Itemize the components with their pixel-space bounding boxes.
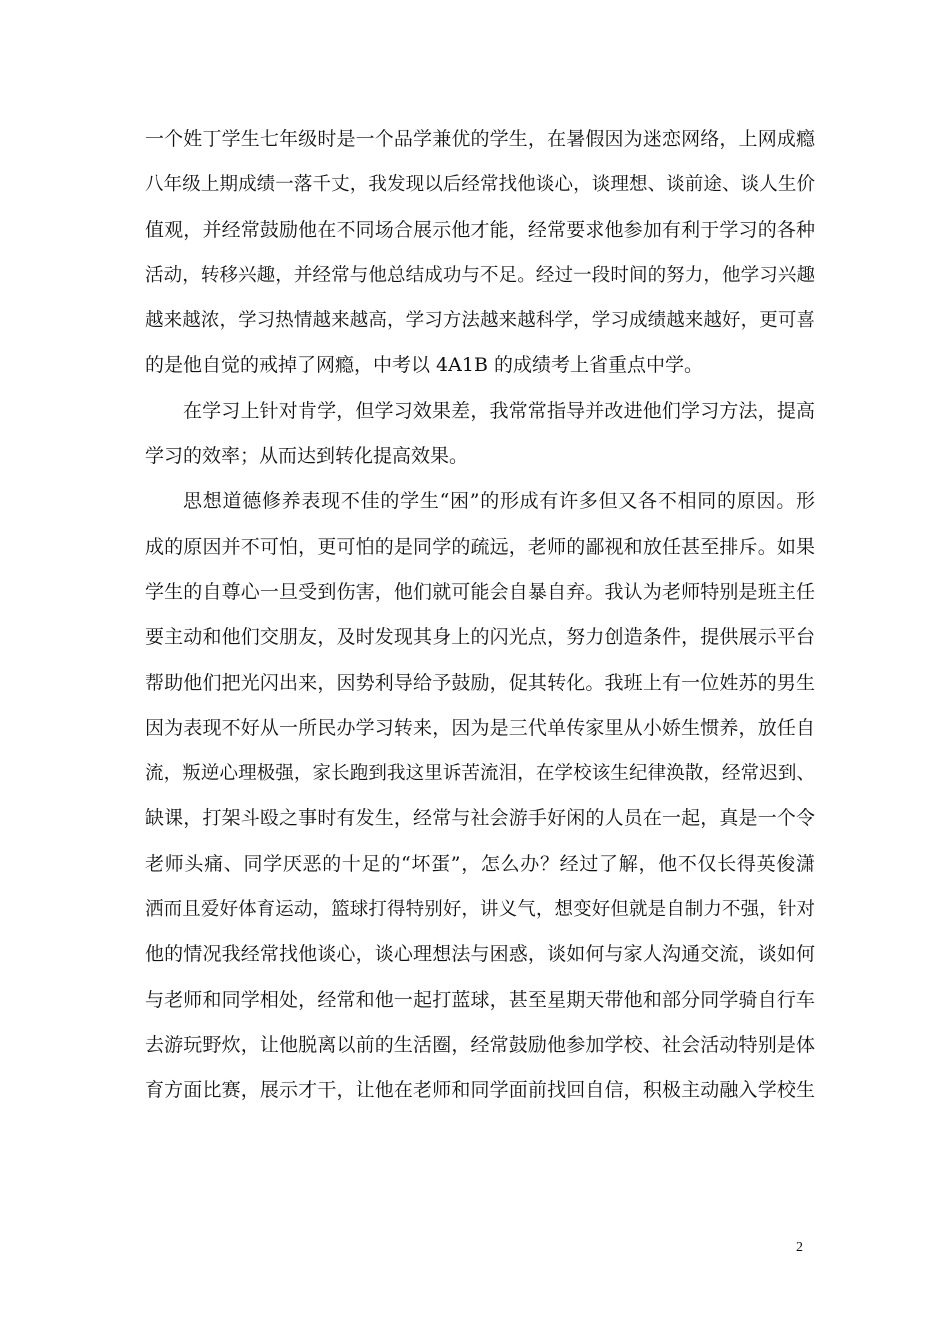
text-line: 因为表现不好从一所民办学习转来，因为是三代单传家里从小娇生惯养，放任自 <box>145 716 815 739</box>
body-text <box>145 117 815 1114</box>
text-line: 学生的自尊心一旦受到伤害，他们就可能会自暴自弃。我认为老师特别是班主任 <box>145 580 815 603</box>
text-line: 与老师和同学相处，经常和他一起打蓝球，甚至星期天带他和部分同学骑自行车 <box>145 988 815 1011</box>
text-line: 他的情况我经常找他谈心，谈心理想法与困惑，谈如何与家人沟通交流，谈如何 <box>145 943 815 966</box>
text-line: 一个姓丁学生七年级时是一个品学兼优的学生，在暑假因为迷恋网络，上网成瘾 <box>145 128 815 150</box>
text-line: 的是他自觉的戒掉了网瘾，中考以 4A1B 的成绩考上省重点中学。 <box>145 354 703 377</box>
text-line: 流，叛逆心理极强，家长跑到我这里诉苦流泪，在学校该生纪律涣散，经常迟到、 <box>145 763 815 785</box>
text-line: 缺课，打架斗殴之事时有发生，经常与社会游手好闲的人员在一起，真是一个令 <box>145 807 815 830</box>
text-line: 八年级上期成绩一落千丈，我发现以后经常找他谈心，谈理想、谈前途、谈人生价 <box>145 174 815 196</box>
text-line: 值观，并经常鼓励他在不同场合展示他才能，经常要求他参加有利于学习的各种 <box>145 218 815 241</box>
text-line: 老师头痛、同学厌恶的十足的“坏蛋”，怎么办？经过了解，他不仅长得英俊潇 <box>145 852 815 875</box>
text-line: 成的原因并不可怕，更可怕的是同学的疏远，老师的鄙视和放任甚至排斥。如果 <box>145 535 815 558</box>
text-line: 学习的效率；从而达到转化提高效果。 <box>145 445 469 468</box>
text-line: 育方面比赛，展示才干，让他在老师和同学面前找回自信，积极主动融入学校生 <box>145 1079 815 1102</box>
text-line: 要主动和他们交朋友，及时发现其身上的闪光点，努力创造条件，提供展示平台 <box>145 626 815 649</box>
text-line: 洒而且爱好体育运动，篮球打得特别好，讲义气，想变好但就是自制力不强，针对 <box>145 899 815 921</box>
text-line: 帮助他们把光闪出来，因势利导给予鼓励，促其转化。我班上有一位姓苏的男生 <box>145 671 815 694</box>
text-line: 思想道德修养表现不佳的学生“困”的形成有许多但又各不相同的原因。形 <box>183 490 815 513</box>
text-line: 去游玩野炊，让他脱离以前的生活圈，经常鼓励他参加学校、社会活动特别是体 <box>145 1033 815 1056</box>
text-line: 在学习上针对肯学，但学习效果差，我常常指导并改进他们学习方法，提高 <box>183 399 815 422</box>
text-line: 越来越浓，学习热情越来越高，学习方法越来越科学，学习成绩越来越好，更可喜 <box>145 310 815 332</box>
text-line: 活动，转移兴趣，并经常与他总结成功与不足。经过一段时间的努力，他学习兴趣 <box>145 264 815 286</box>
page-number: 2 <box>796 1240 803 1255</box>
